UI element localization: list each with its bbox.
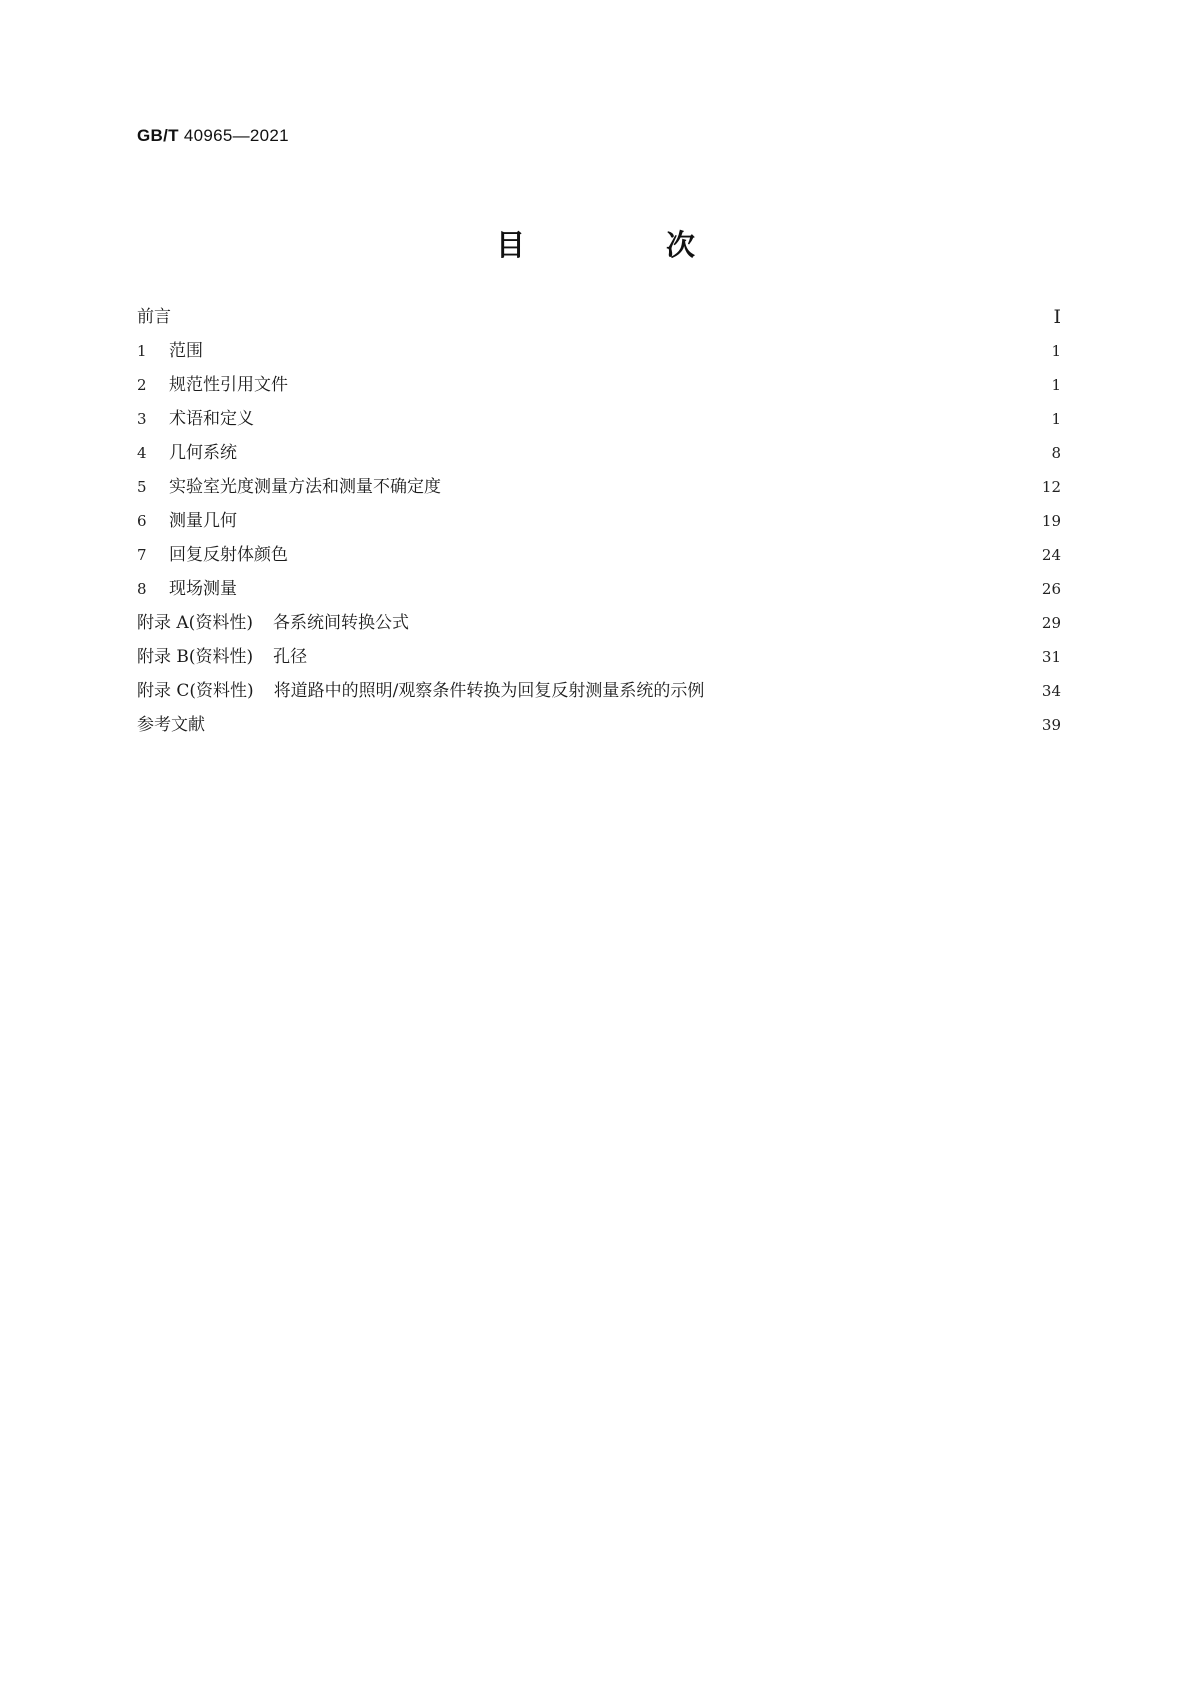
toc-appendix-tag: 附录 B(资料性) <box>137 647 254 667</box>
toc-leader-dots <box>179 304 1037 330</box>
toc-entry-retroreflector-color[interactable] <box>137 542 1061 568</box>
toc-leader-dots <box>211 338 1037 364</box>
toc-leader-dots <box>262 406 1037 432</box>
toc-entry-label: 实验室光度测量方法和测量不确定度 <box>169 477 441 497</box>
toc-entry-label: 各系统间转换公式 <box>272 613 409 633</box>
toc-leader-dots <box>315 644 1036 670</box>
toc-leader-dots <box>417 610 1036 636</box>
toc-entry-label: 回复反射体颜色 <box>169 545 288 565</box>
toc-entry-number: 7 <box>137 546 147 564</box>
toc-leader-dots <box>238 508 1036 534</box>
toc-entry-label: 孔径 <box>273 647 308 667</box>
toc-entry-label: 测量几何 <box>169 511 237 531</box>
toc-entry-page: 31 <box>1041 648 1061 666</box>
toc-entry-appendix-b[interactable] <box>137 644 1061 670</box>
toc-title: 目 次 <box>495 228 751 262</box>
toc-entry-normative-references[interactable] <box>137 372 1061 398</box>
toc-entry-terms-definitions[interactable] <box>137 406 1061 432</box>
toc-entry-number: 3 <box>137 410 147 428</box>
toc-leader-dots <box>238 576 1036 602</box>
toc-entry-number: 1 <box>137 342 147 360</box>
standard-code <box>137 126 289 146</box>
toc-entry-page: 1 <box>1051 376 1061 394</box>
toc-entry-label: 将道路中的照明/观察条件转换为回复反射测量系统的示例 <box>273 681 705 701</box>
toc-entry-number: 8 <box>137 580 147 598</box>
toc-entry-label: 现场测量 <box>169 579 237 599</box>
toc-leader-dots <box>705 678 1035 704</box>
toc-entry-page: 19 <box>1041 512 1061 530</box>
toc-entry-label: 前言 <box>137 307 171 327</box>
toc-entry-page: 8 <box>1051 444 1061 462</box>
toc-entry-page: 29 <box>1041 614 1061 632</box>
standard-number: 40965—2021 <box>183 126 289 145</box>
toc-entry-number: 4 <box>137 444 147 462</box>
toc-entry-page: 12 <box>1041 478 1061 496</box>
toc-entry-label: 术语和定义 <box>169 409 254 429</box>
toc-entry-bibliography[interactable] <box>137 712 1061 738</box>
toc-entry-page: 1 <box>1051 410 1061 428</box>
toc-appendix-tag: 附录 C(资料性) <box>137 681 254 701</box>
toc-leader-dots <box>289 542 1036 568</box>
toc-entry-label: 参考文献 <box>137 715 205 735</box>
toc-entry-label: 几何系统 <box>169 443 237 463</box>
toc-entry-label: 范围 <box>169 341 203 361</box>
toc-entry-page: 39 <box>1041 716 1061 734</box>
toc-leader-dots <box>442 474 1036 500</box>
toc-entry-field-measurement[interactable] <box>137 576 1061 602</box>
toc-leader-dots <box>296 372 1037 398</box>
toc-entry-appendix-a[interactable] <box>137 610 1061 636</box>
toc-entry-appendix-c[interactable] <box>137 678 1061 704</box>
toc-entry-page: 24 <box>1041 546 1061 564</box>
toc-entry-label: 规范性引用文件 <box>169 375 288 395</box>
toc-leader-dots <box>213 712 1036 738</box>
toc-entry-number: 6 <box>137 512 147 530</box>
toc-entry-measurement-geometry[interactable] <box>137 508 1061 534</box>
toc-entry-scope[interactable] <box>137 338 1061 364</box>
toc-appendix-tag: 附录 A(资料性) <box>137 613 253 633</box>
toc-entry-page: Ⅰ <box>1053 306 1061 328</box>
toc-entry-page: 26 <box>1041 580 1061 598</box>
toc-entry-number: 2 <box>137 376 147 394</box>
toc-entry-lab-photometry[interactable] <box>137 474 1061 500</box>
toc-entry-foreword[interactable] <box>137 304 1061 330</box>
standard-prefix: GB/T <box>137 126 179 145</box>
toc-entry-page: 34 <box>1041 682 1061 700</box>
toc-leader-dots <box>245 440 1037 466</box>
toc-entry-number: 5 <box>137 478 147 496</box>
toc-entry-geometry-system[interactable] <box>137 440 1061 466</box>
toc-entry-page: 1 <box>1051 342 1061 360</box>
